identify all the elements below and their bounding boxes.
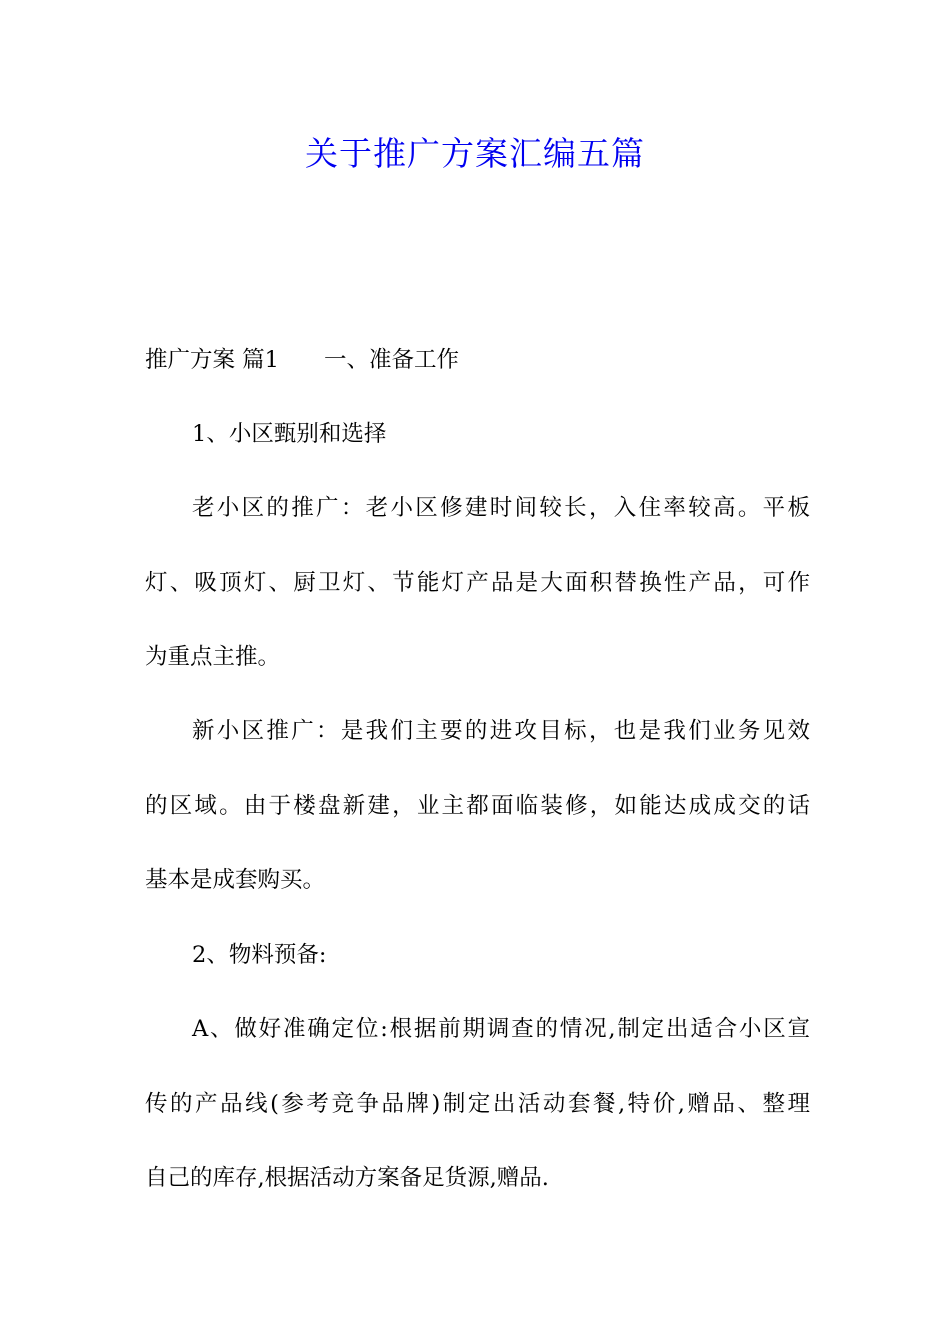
paragraph-line: 老小区的推广：老小区修建时间较长，入住率较高。平板 [192, 495, 810, 521]
paragraph-new-community [145, 713, 810, 937]
item-2-heading [145, 937, 810, 1012]
paragraph-line: 传的产品线(参考竞争品牌)制定出活动套餐,特价,赠品、整理 [145, 1090, 810, 1117]
item-2-text: 2、物料预备: [192, 942, 327, 968]
document-title: 关于推广方案汇编五篇 [305, 134, 645, 173]
paragraph-line: A、做好准确定位:根据前期调查的情况,制定出适合小区宣 [192, 1016, 810, 1042]
paragraph-old-community [145, 490, 810, 714]
section-title: 一、准备工作 [323, 347, 459, 373]
paragraph-line: 新小区推广：是我们主要的进攻目标，也是我们业务见效 [192, 718, 810, 744]
paragraph-line: 为重点主推。 [145, 644, 281, 670]
section-heading [145, 342, 810, 378]
item-1-heading [145, 416, 810, 491]
paragraph-line: 自己的库存,根据活动方案备足货源,赠品. [145, 1165, 549, 1191]
paragraph-positioning [145, 1011, 810, 1235]
item-1-text: 1、小区甄别和选择 [192, 421, 387, 447]
paragraph-line: 的区域。由于楼盘新建，业主都面临装修，如能达成成交的话 [145, 792, 810, 819]
paragraph-line: 灯、吸顶灯、厨卫灯、节能灯产品是大面积替换性产品，可作 [145, 569, 810, 596]
paragraph-line: 基本是成套购买。 [145, 867, 326, 893]
article-label: 推广方案 篇1 [145, 347, 279, 373]
